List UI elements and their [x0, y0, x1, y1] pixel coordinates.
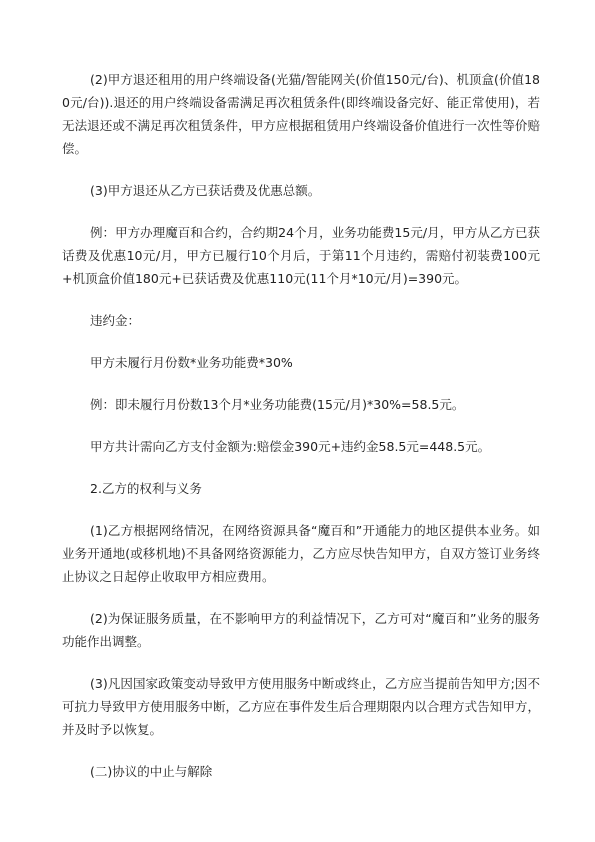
paragraph-terminal-return: (2)甲方退还租用的用户终端设备(光猫/智能网关(价值150元/台)、机顶盒(价值180元/台)).退还的用户终端设备需满足再次租赁条件(即终端设备完好、能正常使用)，若无法退还或不满足再次租赁条件，甲方应根据租赁用户终端设备价值进行一次性等价赔偿。 [62, 72, 540, 156]
section-heading-termination: (二)协议的中止与解除 [90, 764, 213, 779]
paragraph-refund-credit: (3)甲方退还从乙方已获话费及优惠总额。 [90, 183, 321, 198]
paragraph-penalty-heading: 违约金： [90, 313, 141, 328]
paragraph-example-compensation: 例：甲方办理魔百和合约，合约期24个月，业务功能费15元/月，甲方从乙方已获话费及优惠10元/月，甲方已履行10个月后，于第11个月违约，需赔付初装费100元+机顶盒价值180元+已获话费及优惠110元(11个月*10元/月)=390元。 [62, 225, 540, 286]
paragraph-penalty-formula: 甲方未履行月份数*业务功能费*30% [90, 355, 293, 370]
paragraph-total-payment: 甲方共计需向乙方支付金额为:赔偿金390元+违约金58.5元=448.5元。 [90, 439, 491, 454]
paragraph-party-b-adjust: (2)为保证服务质量，在不影响甲方的利益情况下，乙方可对“魔百和”业务的服务功能作出调整。 [62, 611, 540, 649]
paragraph-party-b-service: (1)乙方根据网络情况，在网络资源具备“魔百和”开通能力的地区提供本业务。如业务开通地(或移机地)不具备网络资源能力，乙方应尽快告知甲方，自双方签订业务终止协议之日起停止收取甲方相应费用。 [62, 523, 540, 584]
paragraph-example-penalty: 例：即未履行月份数13个月*业务功能费(15元/月)*30%=58.5元。 [90, 397, 465, 412]
paragraph-party-b-notice: (3)凡因国家政策变动导致甲方使用服务中断或终止，乙方应当提前告知甲方;因不可抗力导致甲方使用服务中断，乙方应在事件发生后合理期限内以合理方式告知甲方，并及时予以恢复。 [62, 676, 540, 737]
document-page [62, 68, 540, 802]
section-heading-party-b: 2.乙方的权利与义务 [90, 481, 202, 496]
